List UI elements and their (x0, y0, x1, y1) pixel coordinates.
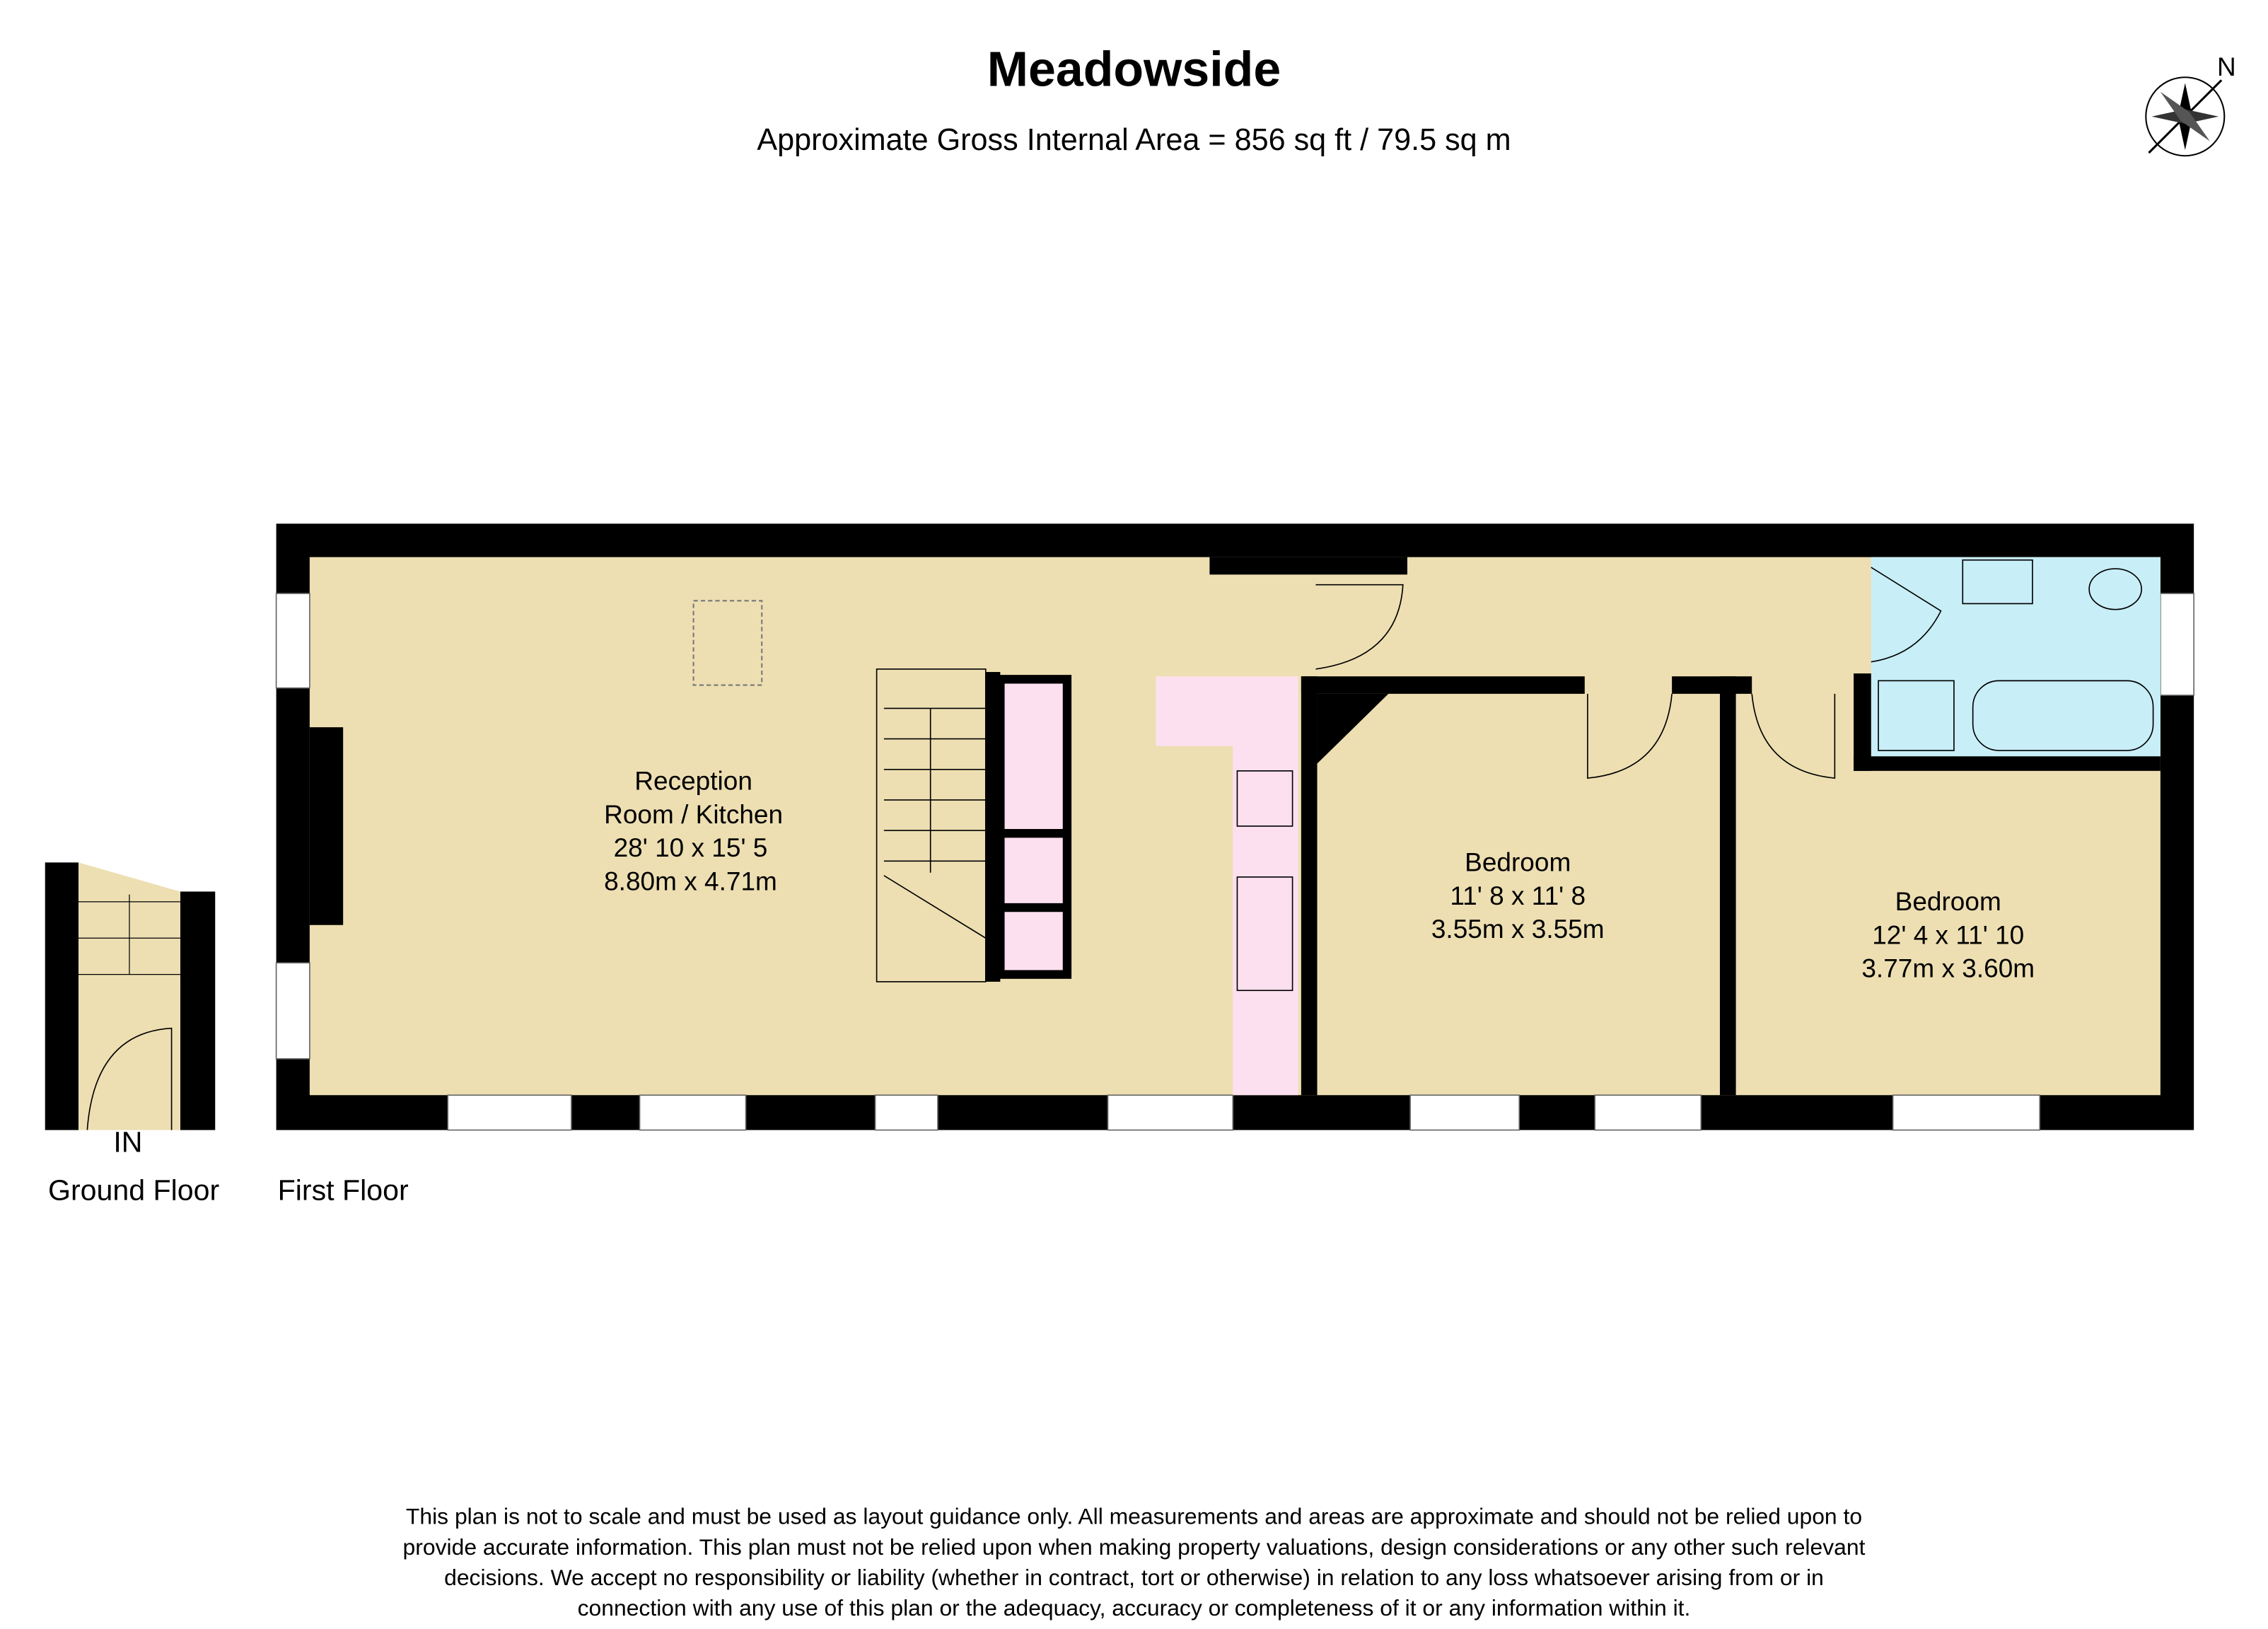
disclaimer-line: provide accurate information. This plan must not be relied upon when making property valuations, design considerations or any other such relevant (402, 1534, 1866, 1560)
ground-floor-label: Ground Floor (48, 1173, 220, 1207)
bedroom-2-imperial: 12' 4 x 11' 10 (1872, 920, 2025, 950)
first-floor-label: First Floor (277, 1173, 409, 1207)
bedroom-2-label: Bedroom (1895, 887, 2001, 917)
bedroom-1-imperial: 11' 8 x 11' 8 (1450, 881, 1586, 910)
bedroom-1-label: Bedroom (1465, 847, 1571, 877)
reception-label-2: Room / Kitchen (604, 799, 784, 829)
page-title: Meadowside (987, 41, 1281, 97)
reception-label: Reception (634, 766, 752, 796)
first-floor-plan (277, 523, 2194, 1130)
disclaimer-line: decisions. We accept no responsibility or liability (whether in contract, tort or otherwise) in relation to any loss whatsoever arising from or in (444, 1565, 1824, 1591)
compass-icon (2146, 52, 2235, 156)
area-subtitle: Approximate Gross Internal Area = 856 sq ft / 79.5 sq m (757, 123, 1511, 158)
disclaimer (403, 1504, 1866, 1621)
entrance-label: IN (113, 1125, 143, 1159)
bedroom-2-metric: 3.77m x 3.60m (1861, 953, 2035, 983)
disclaimer-line: This plan is not to scale and must be used as layout guidance only. All measurements and areas are approximate and should not be relied upon to (405, 1503, 1863, 1529)
disclaimer-line: connection with any use of this plan or the adequacy, accuracy or completeness of it or any information within it. (577, 1595, 1691, 1621)
bedroom-1-metric: 3.55m x 3.55m (1431, 915, 1605, 944)
reception-metric: 8.80m x 4.71m (604, 866, 777, 896)
compass-north-label: N (2217, 52, 2236, 82)
ground-floor-plan (45, 862, 216, 1158)
reception-imperial: 28' 10 x 15' 5 (613, 833, 768, 863)
